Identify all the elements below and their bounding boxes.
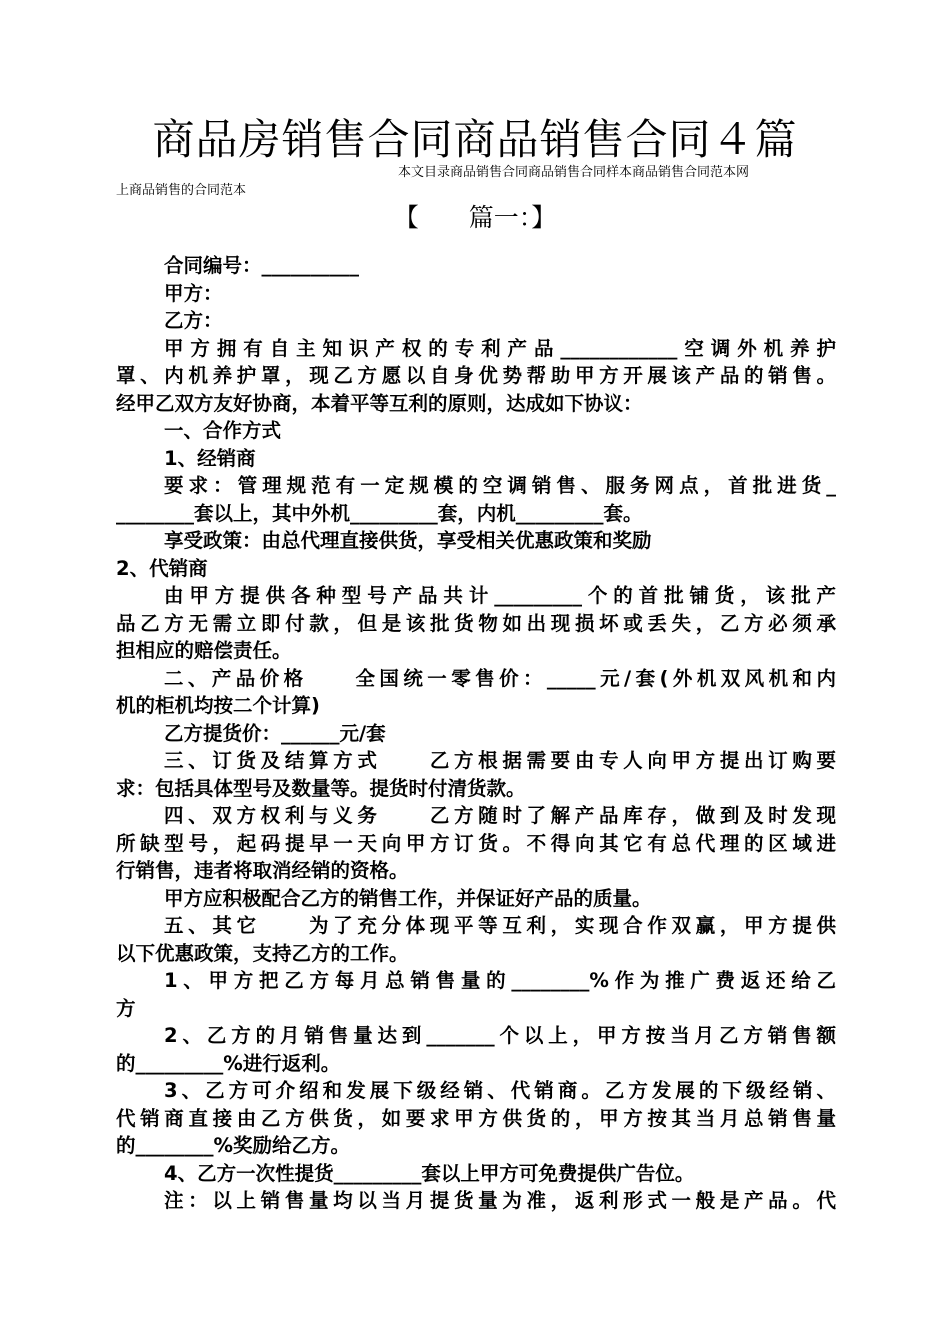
contract-number-line: 合同编号：__________ (164, 254, 360, 277)
body-line: 4、乙方一次性提货_________套以上甲方可免费提供广告位。 (164, 1161, 695, 1185)
body-line: 由甲方提供各种型号产品共计_________个的首批铺货，该批产 (164, 584, 836, 607)
body-line: 乙方提货价：______元/套 (164, 721, 386, 745)
body-line: 求：包括具体型号及数量等。提货时付清货款。 (116, 776, 526, 800)
body-line: 1、经销商 (164, 446, 256, 470)
section-heading-ordering: 三、订货及结算方式 乙方根据需要由专人向甲方提出订购要 (164, 749, 836, 772)
section-heading: 【 篇一：】 (393, 203, 557, 232)
contract-body (116, 252, 836, 1215)
document-title: 商品房销售合同商品销售合同４篇 (152, 115, 798, 164)
body-line: 2、代销商 (116, 556, 208, 580)
body-line: 品乙方无需立即付款，但是该批货物如出现损坏或丢失，乙方必须承 (116, 611, 836, 635)
section-heading-cooperation: 一、合作方式 (164, 419, 282, 442)
body-line: 所缺型号，起码提早一天向甲方订货。不得向其它有总代理的区域进 (116, 831, 836, 855)
body-line: 甲方拥有自主知识产权的专利产品____________空调外机养护 (164, 336, 836, 360)
toc-line-2: 上商品销售的合同范本 (116, 183, 247, 198)
section-heading-rights: 四、双方权利与义务 乙方随时了解产品库存，做到及时发现 (164, 804, 836, 827)
body-line: 1、甲方把乙方每月总销售量的________%作为推广费返还给乙 (164, 969, 836, 992)
party-a-line: 甲方： (164, 281, 223, 305)
body-line: 代销商直接由乙方供货，如要求甲方供货的，甲方按其当月总销售量 (116, 1106, 836, 1130)
party-b-line: 乙方： (164, 309, 223, 332)
body-line: 方 (116, 996, 136, 1020)
body-line: 3、乙方可介绍和发展下级经销、代销商。乙方发展的下级经销、 (164, 1079, 836, 1102)
body-line: 2、乙方的月销售量达到_______个以上，甲方按当月乙方销售额 (164, 1024, 836, 1047)
section-heading-price: 二、产品价格 全国统一零售价：_____元/套(外机双风机和内 (164, 666, 836, 690)
section-heading-other: 五、其它 为了充分体现平等互利，实现合作双赢，甲方提供 (164, 914, 836, 937)
body-line: 担相应的赔偿责任。 (116, 639, 292, 662)
body-line: 甲方应积极配合乙方的销售工作，并保证好产品的质量。 (164, 886, 652, 910)
body-line: 罩、内机养护罩，现乙方愿以自身优势帮助甲方开展该产品的销售。 (116, 364, 836, 387)
body-line: 的________%奖励给乙方。 (116, 1134, 351, 1157)
body-line: 经甲乙双方友好协商，本着平等互利的原则，达成如下协议： (116, 391, 643, 415)
body-line: 的_________%进行返利。 (116, 1051, 341, 1075)
body-line: 行销售，违者将取消经销的资格。 (116, 859, 409, 882)
body-line: 以下优惠政策，支持乙方的工作。 (116, 941, 409, 965)
body-line: ________套以上，其中外机_________套，内机_________套。 (116, 501, 643, 525)
body-line: 享受政策：由总代理直接供货，享受相关优惠政策和奖励 (164, 529, 652, 552)
body-line: 注：以上销售量均以当月提货量为准，返利形式一般是产品。代 (164, 1189, 836, 1212)
body-line: 要求：管理规范有一定规模的空调销售、服务网点，首批进货_ (164, 474, 836, 497)
body-line: 机的柜机均按二个计算) (116, 694, 320, 717)
toc-line-1: 本文目录商品销售合同商品销售合同样本商品销售合同范本网 (398, 165, 750, 180)
